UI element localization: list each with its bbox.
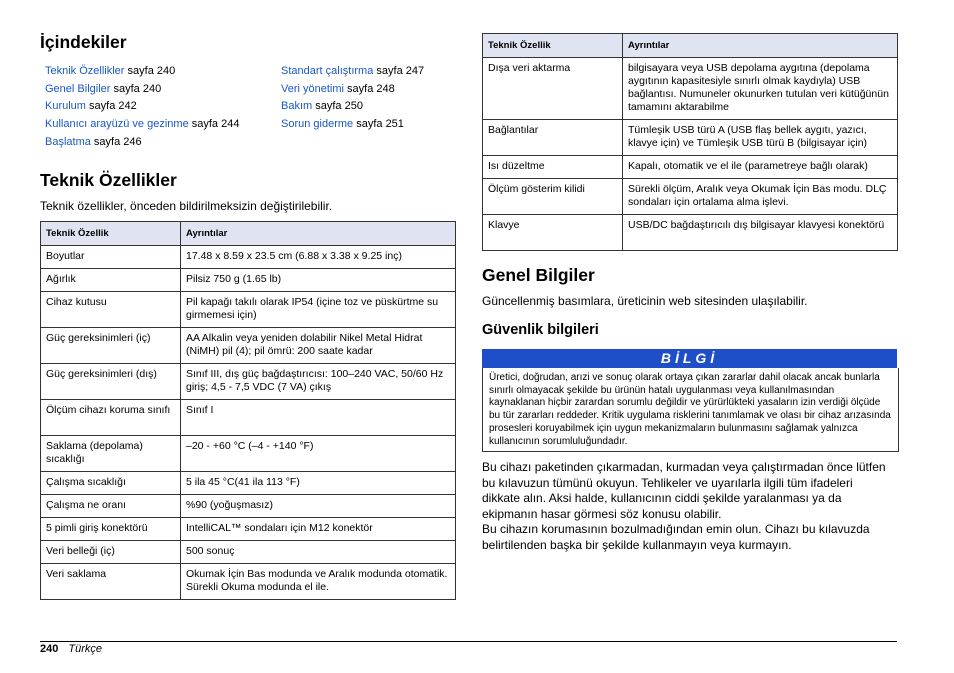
- spec-name: Cihaz kutusu: [41, 292, 181, 328]
- toc-link[interactable]: Sorun giderme: [281, 118, 354, 131]
- table-row: [41, 328, 456, 364]
- table-row: [41, 292, 456, 328]
- table-row: [41, 495, 456, 518]
- spec-value: Kapalı, otomatik ve el ile (parametreye bağlı olarak): [623, 156, 898, 179]
- spec-name: Isı düzeltme: [483, 156, 623, 179]
- table-row: [41, 564, 456, 600]
- spec-value: Pilsiz 750 g (1.65 lb): [181, 269, 456, 292]
- toc-page: sayfa 240: [127, 65, 176, 77]
- toc-title: İçindekiler: [40, 32, 127, 52]
- toc-item[interactable]: [281, 117, 424, 135]
- toc-link[interactable]: Kurulum: [45, 100, 86, 113]
- table-row: [41, 518, 456, 541]
- column-header: Ayrıntılar: [181, 222, 456, 246]
- info-label: BİLGİ: [482, 349, 897, 368]
- toc-item[interactable]: [281, 82, 424, 100]
- toc-link[interactable]: Genel Bilgiler: [45, 82, 111, 95]
- spec-name: Çalışma ne oranı: [41, 495, 181, 518]
- spec-name: Ölçüm gösterim kilidi: [483, 179, 623, 215]
- spec-value: Tümleşik USB türü A (USB flaş bellek aygıtı, yazıcı, klavye için) ve Tümleşik USB türü B (bilgisayar için): [623, 120, 898, 156]
- spec-name: Boyutlar: [41, 246, 181, 269]
- table-row: [41, 400, 456, 436]
- safety-heading: Güvenlik bilgileri: [482, 322, 599, 338]
- spec-name: Güç gereksinimleri (dış): [41, 364, 181, 400]
- toc-item[interactable]: [45, 135, 239, 153]
- table-row: [41, 269, 456, 292]
- table-row: [41, 472, 456, 495]
- spec-name: Saklama (depolama) sıcaklığı: [41, 436, 181, 472]
- spec-name: 5 pimli giriş konektörü: [41, 518, 181, 541]
- table-row: [483, 179, 898, 215]
- spec-value: %90 (yoğuşmasız): [181, 495, 456, 518]
- table-row: [483, 120, 898, 156]
- spec-value: bilgisayara veya USB depolama aygıtına (depolama aygıtının kapasitesiyle sınırlı olmak kaydıyla) USB bağlantısı. Numuneler okunurken tutulan veri kütüğünün tamamını aktarabilme: [623, 58, 898, 120]
- spec-name: Çalışma sıcaklığı: [41, 472, 181, 495]
- specs-heading: Teknik Özellikler: [40, 170, 177, 190]
- column-header: Ayrıntılar: [623, 34, 898, 58]
- spec-value: 5 ila 45 °C(41 ila 113 °F): [181, 472, 456, 495]
- toc-page: sayfa 244: [191, 118, 240, 131]
- spec-value: Sınıf I: [181, 400, 456, 436]
- toc-page: sayfa 242: [89, 100, 137, 113]
- table-row: [483, 156, 898, 179]
- spec-name: Veri saklama: [41, 564, 181, 600]
- toc-right-column: [281, 64, 424, 135]
- specs-intro: Teknik özellikler, önceden bildirilmeksizin değiştirilebilir.: [40, 199, 333, 213]
- toc-page: sayfa 240: [113, 82, 162, 95]
- spec-value: Pil kapağı takılı olarak IP54 (içine toz ve püskürtme su girmemesi için): [181, 292, 456, 328]
- toc-item[interactable]: [45, 117, 239, 135]
- spec-name: Ağırlık: [41, 269, 181, 292]
- spec-name: Güç gereksinimleri (iç): [41, 328, 181, 364]
- footer: [40, 643, 102, 655]
- specs-table-continued: [482, 33, 898, 251]
- column-header: Teknik Özellik: [483, 34, 623, 58]
- page-number: 240: [40, 643, 59, 655]
- spec-value: IntelliCAL™ sondaları için M12 konektör: [181, 518, 456, 541]
- spec-value: Sürekli ölçüm, Aralık veya Okumak İçin Bas modu. DLÇ sondaları için ortalama alma işlevi.: [623, 179, 898, 215]
- toc-link[interactable]: Başlatma: [45, 135, 91, 148]
- info-text: Üretici, doğrudan, arızi ve sonuç olarak ortaya çıkan zararlar dahil olacak ancak bunlarla sınırlı olmayacak şekilde bu ürünün hatalı uygulanması veya kullanılmasından kaynaklanan hiçbir zarardan sorumlu değildir ve yürürlükteki yasaların izin verdiği ölçüde bu tür zararları reddeder. Kritik uygulama risklerini tanımlamak ve olası bir cihaz arızasında prosesleri koruyabilmek için uygun mekanizmaların bulunmasını sağlamak yalnızca kullanıcının sorumluluğundadır.: [482, 368, 899, 452]
- toc-link[interactable]: Bakım: [281, 100, 313, 113]
- spec-name: Ölçüm cihazı koruma sınıfı: [41, 400, 181, 436]
- spec-name: Dışa veri aktarma: [483, 58, 623, 120]
- toc-item[interactable]: [45, 99, 239, 117]
- spec-value: 17.48 x 8.59 x 23.5 cm (6.88 x 3.38 x 9.25 inç): [181, 246, 456, 269]
- table-row: [41, 246, 456, 269]
- table-header-row: [483, 34, 898, 58]
- toc-item[interactable]: [281, 64, 424, 82]
- toc-page: sayfa 250: [315, 100, 363, 113]
- table-header-row: [41, 222, 456, 246]
- spec-value: Okumak İçin Bas modunda ve Aralık modunda otomatik. Sürekli Okuma modunda el ile.: [181, 564, 456, 600]
- toc-page: sayfa 248: [347, 82, 395, 95]
- toc-link[interactable]: Standart çalıştırma: [281, 65, 374, 77]
- toc-link[interactable]: Kullanıcı arayüzü ve gezinme: [45, 118, 189, 131]
- spec-name: Klavye: [483, 215, 623, 251]
- spec-name: Veri belleği (iç): [41, 541, 181, 564]
- general-heading: Genel Bilgiler: [482, 265, 595, 285]
- column-header: Teknik Özellik: [41, 222, 181, 246]
- safety-paragraph-1: Bu cihazı paketinden çıkarmadan, kurmadan veya çalıştırmadan önce lütfen bu kılavuzun tümünü okuyun. Tehlikeler ve uyarılarla ilgili tüm ifadeleri dikkate alın. Aksi halde, kullanıcının ciddi şekilde yaralanması ya da ekipmanın hasar görmesi söz konusu olabilir.: [482, 460, 886, 521]
- spec-value: AA Alkalin veya yeniden dolabilir Nikel Metal Hidrat (NiMH) pil (4); pil ömrü: 200 saate kadar: [181, 328, 456, 364]
- footer-language: Türkçe: [68, 643, 102, 655]
- toc-page: sayfa 251: [356, 118, 404, 131]
- table-row: [41, 364, 456, 400]
- footer-divider: [40, 641, 897, 642]
- specs-table: [40, 221, 456, 600]
- toc-link[interactable]: Teknik Özellikler: [45, 65, 125, 77]
- toc-item[interactable]: [281, 99, 424, 117]
- table-row: [483, 215, 898, 251]
- general-intro: Güncellenmiş basımlara, üreticinin web sitesinden ulaşılabilir.: [482, 294, 808, 308]
- spec-value: USB/DC bağdaştırıcılı dış bilgisayar klavyesi konektörü: [623, 215, 898, 251]
- toc-link[interactable]: Veri yönetimi: [281, 82, 344, 95]
- spec-value: 500 sonuç: [181, 541, 456, 564]
- safety-paragraph-2: Bu cihazın korumasının bozulmadığından emin olun. Cihazı bu kılavuzda belirtilenden başka bir şekilde kullanmayın veya kurmayın.: [482, 522, 870, 552]
- table-row: [41, 541, 456, 564]
- toc-page: sayfa 247: [376, 65, 425, 77]
- spec-value: Sınıf III, dış güç bağdaştırıcısı: 100–240 VAC, 50/60 Hz giriş; 4,5 - 7,5 VDC (7 VA) çıkış: [181, 364, 456, 400]
- toc-item[interactable]: [45, 82, 239, 100]
- toc-page: sayfa 246: [93, 135, 142, 148]
- table-row: [41, 436, 456, 472]
- spec-name: Bağlantılar: [483, 120, 623, 156]
- table-row: [483, 58, 898, 120]
- toc-left-column: [45, 64, 239, 152]
- toc-item[interactable]: [45, 64, 239, 82]
- spec-value: –20 - +60 °C (–4 - +140 °F): [181, 436, 456, 472]
